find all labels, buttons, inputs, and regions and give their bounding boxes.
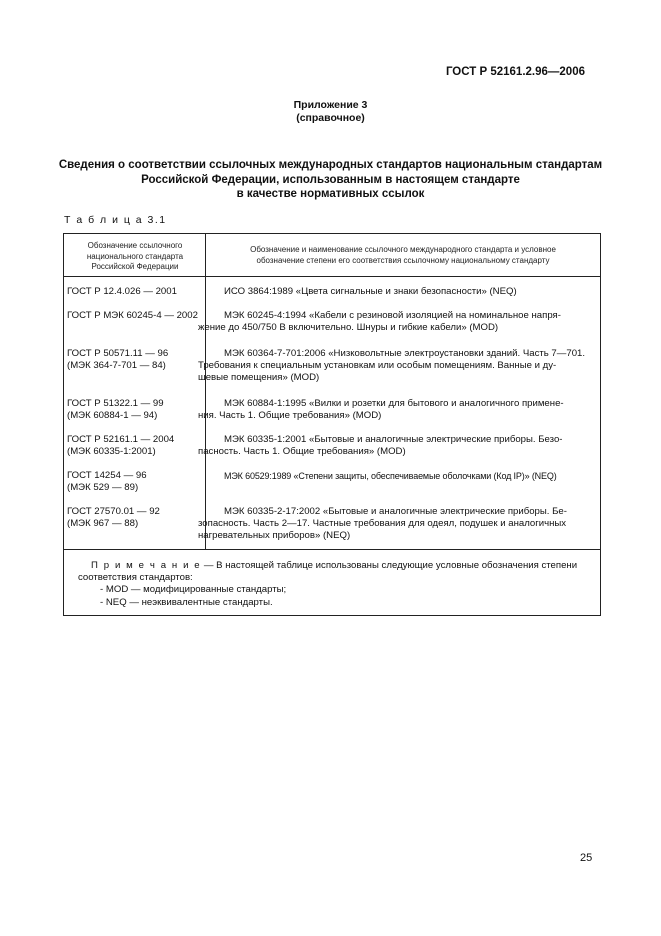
cell-line: ния. Часть 1. Общие требования» (MOD): [198, 410, 382, 422]
table-header-divider: [64, 276, 600, 277]
note-text: — В настоящей таблице использованы следующие условные обозначения степени: [201, 560, 578, 571]
table-row-international: [198, 506, 593, 543]
table-row-national: [67, 398, 203, 422]
header-line: Обозначение и наименование ссылочного международного стандарта и условное: [250, 245, 556, 254]
cell-line: МЭК 60335-1:2001 «Бытовые и аналогичные электрические приборы. Безо-: [224, 434, 563, 445]
table-row-national: [67, 286, 203, 298]
table-row-international: [211, 470, 593, 482]
appendix-type: (справочное): [296, 112, 365, 124]
note-text-continued: соответствия стандартов:: [78, 572, 193, 584]
cell-line: МЭК 60335-2-17:2002 «Бытовые и аналогичные электрические приборы. Бе-: [224, 506, 567, 517]
table-row-international: [198, 310, 593, 334]
cell-line: (МЭК 60884-1 — 94): [67, 410, 158, 422]
header-national-standard: [68, 241, 202, 273]
note-item-neq: - NEQ — неэквивалентные стандарты.: [100, 596, 273, 608]
title-line: Сведения о соответствии ссылочных международных стандартов национальным стандартам: [58, 159, 603, 171]
appendix-label: Приложение 3: [293, 99, 368, 111]
table-row-national: [67, 348, 203, 372]
table-row-international: [211, 286, 593, 298]
cell-line: ГОСТ Р 50571.11 — 96: [67, 348, 169, 359]
cell-line: шевые помещения» (MOD): [198, 372, 320, 384]
header-line: обозначение степени его соответствия ссылочному национальному стандарту: [256, 255, 550, 265]
table-label: Т а б л и ц а 3.1: [64, 214, 167, 226]
cell-line: ГОСТ Р 12.4.026 — 2001: [67, 286, 177, 297]
table-row-national: [67, 506, 203, 530]
cell-line: МЭК 60884-1:1995 «Вилки и розетки для бытового и аналогичного примене-: [224, 398, 564, 409]
cell-line: жение до 450/750 В включительно. Шнуры и гибкие кабели» (MOD): [198, 322, 499, 334]
cell-line: МЭК 60245-4:1994 «Кабели с резиновой изоляцией на номинальное напря-: [224, 310, 561, 321]
header-international-standard: [210, 245, 596, 266]
cell-line: МЭК 60364-7-701:2006 «Низковольтные электроустановки зданий. Часть 7—701.: [224, 348, 586, 359]
title-line: в качестве нормативных ссылок: [236, 188, 425, 200]
standards-table: [63, 233, 601, 616]
cell-line: ГОСТ 14254 — 96: [67, 470, 147, 481]
table-column-divider: [205, 234, 206, 549]
table-row-national: [67, 434, 203, 458]
note-item-mod: - MOD — модифицированные стандарты;: [100, 584, 287, 596]
table-row-international: [198, 398, 593, 422]
cell-line: ГОСТ Р 52161.1 — 2004: [67, 434, 175, 445]
document-code: ГОСТ Р 52161.2.96—2006: [445, 66, 585, 78]
table-row-international: [198, 434, 593, 458]
cell-line: МЭК 60529:1989 «Степени защиты, обеспечиваемые оболочками (Код IP)» (NEQ): [224, 471, 557, 481]
note-label: П р и м е ч а н и е: [91, 560, 202, 571]
table-note: [78, 560, 591, 609]
cell-line: ГОСТ Р МЭК 60245-4 — 2002: [67, 310, 198, 321]
cell-line: ГОСТ Р 51322.1 — 99: [67, 398, 164, 409]
header-line: Российской Федерации: [91, 262, 179, 271]
cell-line: (МЭК 364-7-701 — 84): [67, 360, 166, 372]
cell-line: ГОСТ 27570.01 — 92: [67, 506, 160, 517]
title-line: Российской Федерации, использованным в настоящем стандарте: [141, 173, 520, 186]
table-row-national: [67, 470, 203, 494]
cell-line: нагревательных приборов» (NEQ): [198, 530, 351, 542]
cell-line: (МЭК 529 — 89): [67, 482, 139, 494]
page-number: 25: [580, 852, 593, 864]
header-line: Обозначение ссылочного: [87, 241, 183, 250]
cell-line: (МЭК 967 — 88): [67, 518, 139, 530]
table-row-international: [198, 348, 593, 385]
cell-line: зопасность. Часть 2—17. Частные требования для одеял, подушек и аналогичных: [198, 518, 567, 530]
header-line: национального стандарта: [86, 251, 184, 261]
cell-line: ИСО 3864:1989 «Цвета сигнальные и знаки безопасности» (NEQ): [224, 286, 517, 297]
note-first-line: [91, 560, 591, 572]
table-row-national: [67, 310, 203, 322]
cell-line: (МЭК 60335-1:2001): [67, 446, 156, 458]
document-title: [0, 158, 661, 202]
cell-line: Требования к специальным установкам или особым помещениям. Ванные и ду-: [198, 360, 557, 372]
table-note-divider: [64, 549, 600, 550]
cell-line: пасность. Часть 1. Общие требования» (MOD): [198, 446, 406, 458]
